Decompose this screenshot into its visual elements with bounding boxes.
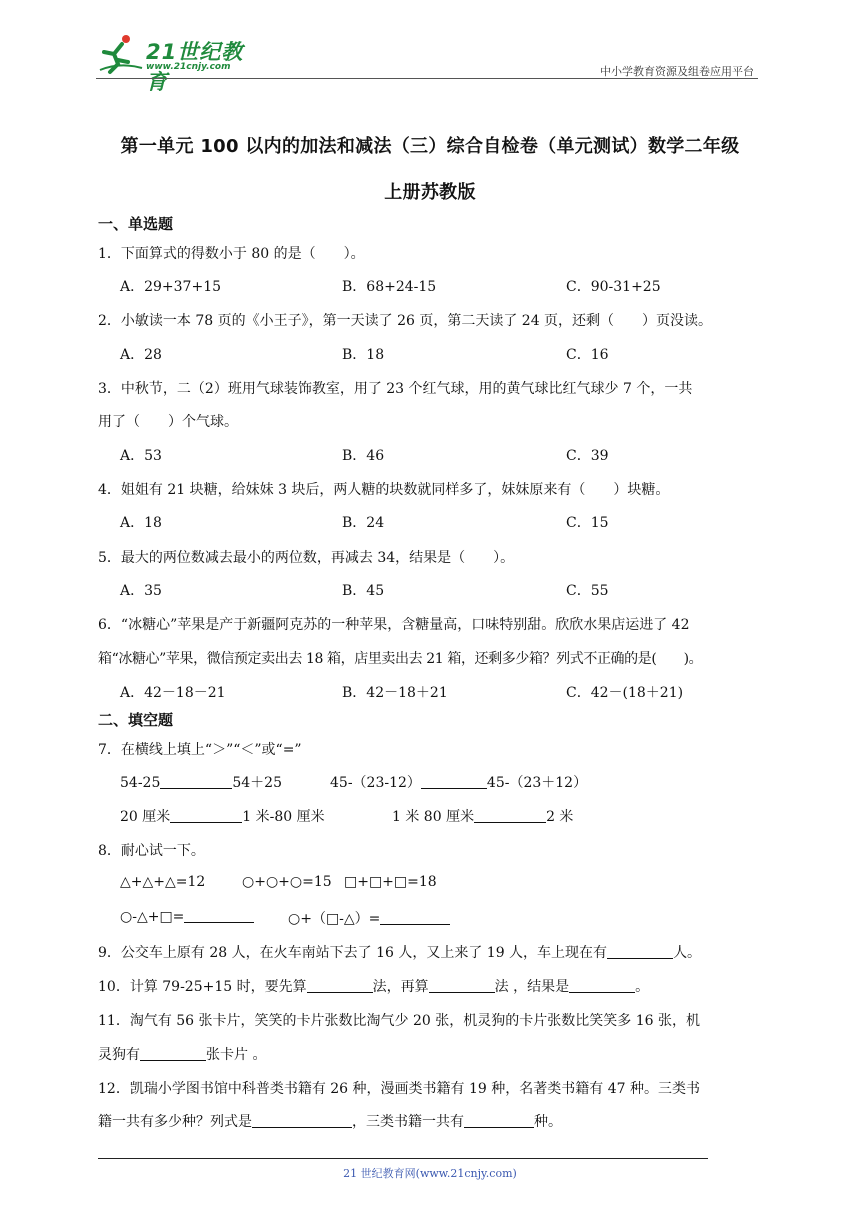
question-5-text: 5．最大的两位数减去最小的两位数，再减去 34，结果是（ ）。 <box>98 550 515 566</box>
question-6-text-line1: 6．“冰糖心”苹果是产于新疆阿克苏的一种苹果，含糖量高，口味特别甜。欣欣水果店运进了 42 <box>98 617 690 633</box>
question-4-option-c: C．15 <box>566 515 609 531</box>
question-4-option-a: A．18 <box>120 515 162 531</box>
question-8-expr-1 <box>120 908 254 925</box>
compare-right: 45-（23＋12） <box>486 775 588 791</box>
equation-square: □+□+□=18 <box>344 874 437 890</box>
runner-logo-icon <box>96 32 144 76</box>
compare-left: 20 厘米 <box>120 809 171 825</box>
footer-divider <box>98 1158 708 1159</box>
question-4-text: 4．姐姐有 21 块糖，给妹妹 3 块后，两人糖的块数就同样多了，妹妹原来有（ ）块糖。 <box>98 482 670 498</box>
question-9-text: 9．公交车上原有 28 人，在火车南站下去了 16 人，又上来了 19 人，车上现在有 <box>98 945 608 961</box>
answer-blank[interactable] <box>474 808 546 823</box>
question-11-text: 张卡片 。 <box>206 1047 267 1063</box>
compare-left: 54-25 <box>120 775 161 791</box>
answer-blank[interactable] <box>307 978 373 993</box>
section-heading-fill: 二、填空题 <box>98 711 174 729</box>
answer-blank[interactable] <box>429 978 495 993</box>
answer-blank[interactable] <box>170 808 242 823</box>
expression-label: ○+（□-△）= <box>288 911 381 927</box>
page-header <box>96 30 758 94</box>
question-7-text: 7．在横线上填上“＞”“＜”或“=” <box>98 742 302 758</box>
section-heading-choice: 一、单选题 <box>98 215 174 233</box>
question-3-option-a: A．53 <box>120 448 162 464</box>
compare-left: 1 米 80 厘米 <box>392 809 475 825</box>
answer-blank[interactable] <box>160 774 232 789</box>
logo <box>96 32 256 94</box>
expression-label: ○-△+□= <box>120 909 185 925</box>
answer-blank[interactable] <box>380 910 450 925</box>
question-5-option-b: B．45 <box>342 583 385 599</box>
equation-triangle: △+△+△=12 <box>120 874 206 890</box>
platform-label: 中小学教育资源及组卷应用平台 <box>600 65 754 78</box>
answer-blank[interactable] <box>464 1113 534 1128</box>
question-2-option-c: C．16 <box>566 347 609 363</box>
question-2-text: 2．小敏读一本 78 页的《小王子》，第一天读了 26 页，第二天读了 24 页，还剩（ ）页没读。 <box>98 313 713 329</box>
question-6-text-line2: 箱“冰糖心”苹果，微信预定卖出去 18 箱，店里卖出去 21 箱，还剩多少箱？列式不正确的是( )。 <box>98 651 703 667</box>
answer-blank[interactable] <box>607 944 673 959</box>
question-11-text: 灵狗有 <box>98 1047 140 1063</box>
question-3-option-c: C．39 <box>566 448 609 464</box>
question-3-text-line2: 用了（ ）个气球。 <box>98 414 238 430</box>
question-3-option-b: B．46 <box>342 448 385 464</box>
question-10-text: 10．计算 79-25+15 时，要先算 <box>98 979 307 995</box>
answer-blank[interactable] <box>252 1113 352 1128</box>
compare-left: 45-（23-12） <box>330 775 421 791</box>
question-12-text: 种。 <box>534 1114 562 1130</box>
question-10-text: 法，再算 <box>372 979 429 995</box>
answer-blank[interactable] <box>421 774 487 789</box>
question-5-option-c: C．55 <box>566 583 609 599</box>
question-12-text: ，三类书籍一共有 <box>352 1114 464 1130</box>
question-2-option-a: A．28 <box>120 347 162 363</box>
question-9 <box>98 942 701 962</box>
question-12-text-line1: 12．凯瑞小学图书馆中科普类书籍有 26 种，漫画类书籍有 19 种，名著类书籍有 47 种。三类书 <box>98 1081 700 1097</box>
header-divider <box>96 78 758 79</box>
compare-right: 54＋25 <box>232 775 282 791</box>
compare-right: 1 米-80 厘米 <box>242 809 325 825</box>
question-5-option-a: A．35 <box>120 583 162 599</box>
question-10-text: 法 ，结果是 <box>494 979 570 995</box>
question-1-option-a: A．29+37+15 <box>120 279 222 295</box>
equation-circle: ○+○+○=15 <box>242 874 332 890</box>
question-4-option-b: B．24 <box>342 515 385 531</box>
answer-blank[interactable] <box>184 908 254 923</box>
page-title-line1: 第一单元 100 以内的加法和减法（三）综合自检卷（单元测试）数学二年级 <box>120 136 740 157</box>
question-12-line2 <box>98 1111 562 1131</box>
logo-text: 21世纪教育 <box>146 40 244 94</box>
question-10 <box>98 976 649 996</box>
question-6-option-c: C．42－(18＋21) <box>566 685 684 701</box>
footer-link[interactable]: 21 世纪教育网(www.21cnjy.com) <box>343 1167 517 1180</box>
question-6-option-a: A．42－18－21 <box>120 685 226 701</box>
question-6-option-b: B．42－18＋21 <box>342 685 448 701</box>
question-1-text: 1．下面算式的得数小于 80 的是（ ）。 <box>98 246 365 262</box>
compare-right: 2 米 <box>546 809 574 825</box>
question-3-text-line1: 3．中秋节，二（2）班用气球装饰教室，用了 23 个红气球，用的黄气球比红气球少 7 个，一共 <box>98 381 693 397</box>
question-1-option-b: B．68+24-15 <box>342 279 437 295</box>
question-11-line2 <box>98 1044 266 1064</box>
page-title-line2: 上册苏教版 <box>384 182 476 203</box>
question-12-text: 籍一共有多少种？列式是 <box>98 1114 252 1130</box>
question-7-row-2 <box>120 806 325 826</box>
question-2-option-b: B．18 <box>342 347 385 363</box>
question-8-text: 8．耐心试一下。 <box>98 843 205 859</box>
question-10-text: 。 <box>635 979 650 995</box>
question-7-row-1b <box>330 772 587 792</box>
question-1-option-c: C．90-31+25 <box>566 279 661 295</box>
question-11-text-line1: 11．淘气有 56 张卡片，笑笑的卡片张数比淘气少 20 张，机灵狗的卡片张数比笑笑多 16 张，机 <box>98 1013 700 1029</box>
logo-url: www.21cnjy.com <box>146 62 231 72</box>
question-7-row-1 <box>120 772 282 792</box>
question-8-expr-2 <box>288 908 450 928</box>
question-9-unit: 人。 <box>673 945 702 961</box>
question-7-row-2b <box>392 806 573 826</box>
answer-blank[interactable] <box>569 978 635 993</box>
answer-blank[interactable] <box>140 1046 206 1061</box>
